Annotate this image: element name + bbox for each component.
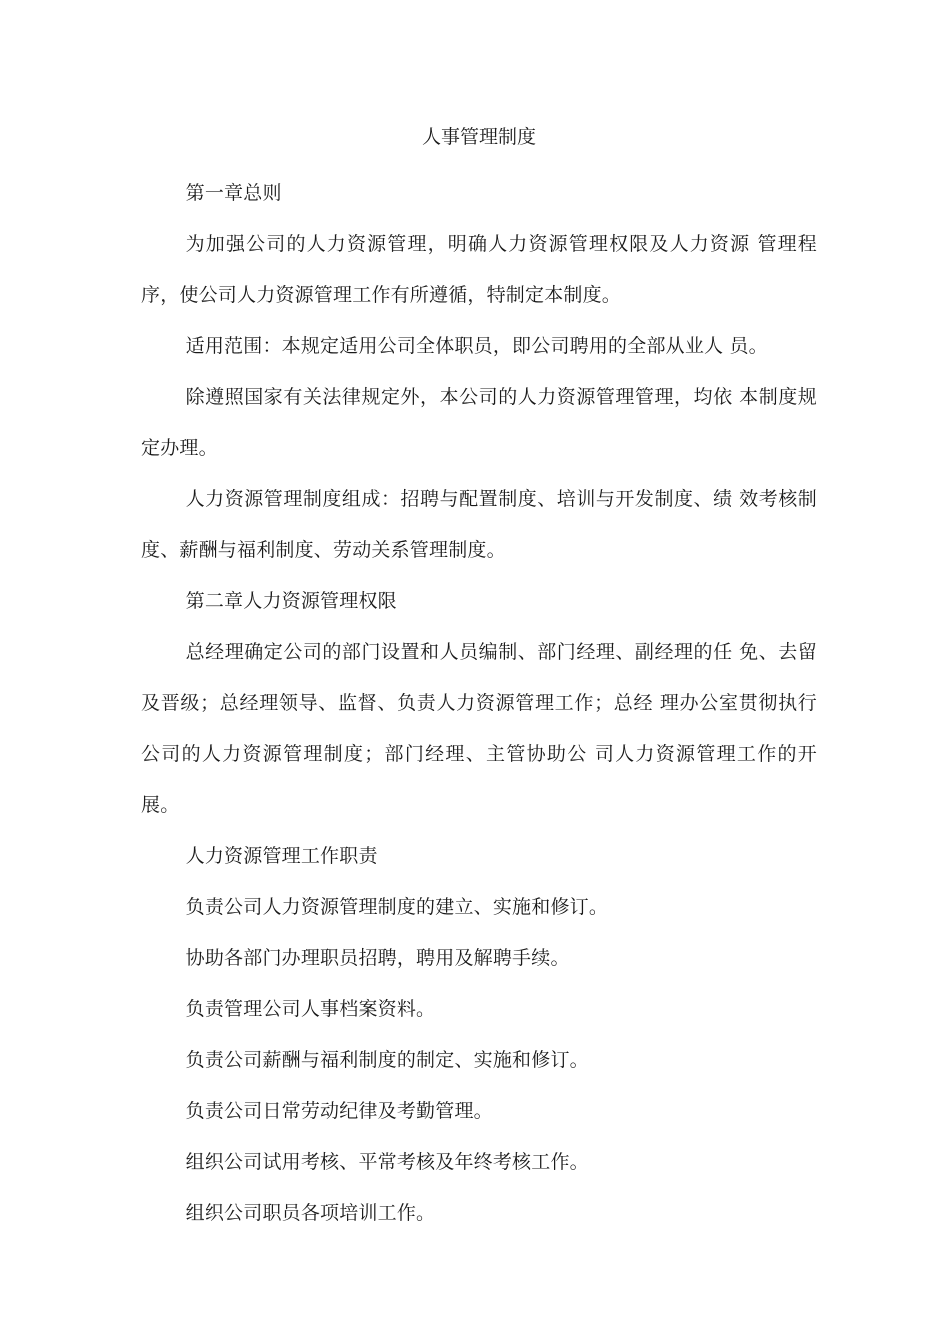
- list-item: 负责管理公司人事档案资料。: [185, 998, 436, 1020]
- document-title: 人事管理制度: [421, 126, 536, 148]
- chapter-heading-1: 第一章总则: [185, 182, 282, 204]
- section-heading: 人力资源管理工作职责: [185, 845, 378, 867]
- paragraph: 人力资源管理制度组成：招聘与配置制度、培训与开发制度、绩 效考核制度、薪酬与福利制度、劳动关系管理制度。: [141, 488, 817, 561]
- paragraph: 总经理确定公司的部门设置和人员编制、部门经理、副经理的任 免、去留及晋级；总经理领导、监督、负责人力资源管理工作；总经 理办公室贯彻执行公司的人力资源管理制度；部门经理、主管协助公 司人力资源管理工作的开展。: [141, 641, 817, 816]
- paragraph: 除遵照国家有关法律规定外，本公司的人力资源管理管理，均依 本制度规定办理。: [141, 386, 817, 459]
- list-item: 协助各部门办理职员招聘，聘用及解聘手续。: [185, 947, 570, 969]
- list-item: 负责公司人力资源管理制度的建立、实施和修订。: [185, 896, 609, 918]
- document-body: [141, 118, 817, 1239]
- list-item: 负责公司薪酬与福利制度的制定、实施和修订。: [185, 1049, 589, 1071]
- list-item: 组织公司试用考核、平常考核及年终考核工作。: [185, 1151, 589, 1173]
- list-item: 组织公司职员各项培训工作。: [185, 1202, 436, 1224]
- list-item: 负责公司日常劳动纪律及考勤管理。: [185, 1100, 493, 1122]
- paragraph: 为加强公司的人力资源管理，明确人力资源管理权限及人力资源 管理程序，使公司人力资源管理工作有所遵循，特制定本制度。: [141, 233, 817, 306]
- chapter-heading-2: 第二章人力资源管理权限: [185, 590, 397, 612]
- paragraph: 适用范围：本规定适用公司全体职员，即公司聘用的全部从业人 员。: [185, 335, 768, 357]
